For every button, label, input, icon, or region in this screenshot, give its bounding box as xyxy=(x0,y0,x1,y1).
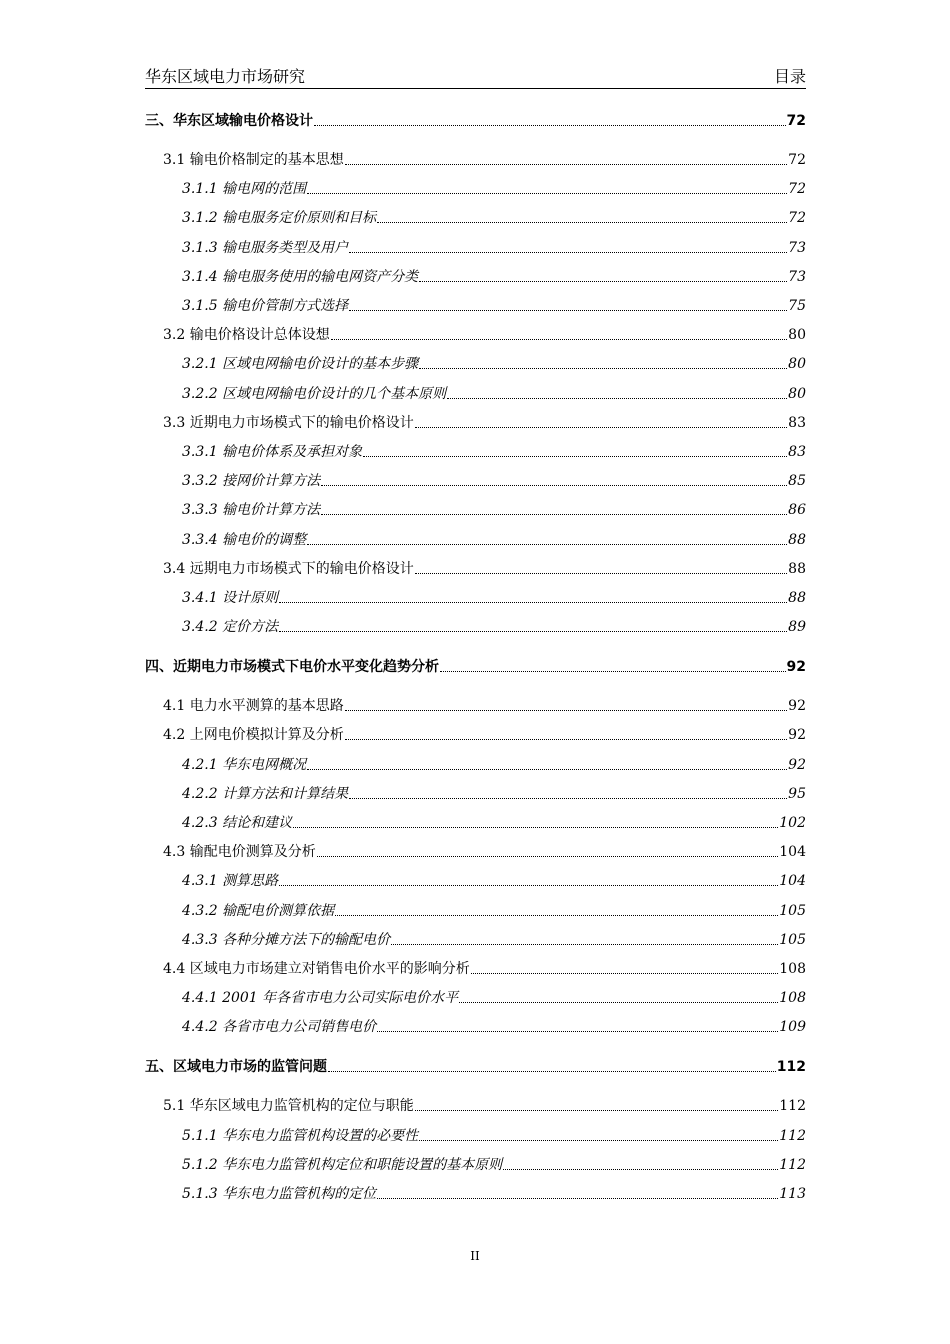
toc-entry[interactable] xyxy=(145,326,806,344)
dot-leader xyxy=(419,281,787,282)
toc-entry-label: 4.2.3 结论和建议 xyxy=(182,815,293,831)
dot-leader xyxy=(279,885,778,886)
document-title: 华东区域电力市场研究 xyxy=(145,67,306,86)
toc-entry[interactable] xyxy=(145,989,806,1007)
toc-entry[interactable] xyxy=(145,268,806,286)
dot-leader xyxy=(471,973,779,974)
dot-leader xyxy=(377,1198,778,1199)
toc-entry-page: 105 xyxy=(779,931,806,948)
dot-leader xyxy=(345,739,787,740)
toc-entry-page: 113 xyxy=(779,1186,806,1202)
dot-leader xyxy=(349,310,787,311)
toc-entry[interactable] xyxy=(145,960,806,978)
toc-entry[interactable] xyxy=(145,414,806,432)
toc-entry-page: 72 xyxy=(788,152,806,168)
toc-entry-label: 3.1.1 输电网的范围 xyxy=(182,181,307,198)
dot-leader xyxy=(415,573,787,574)
toc-entry-label: 3.4 远期电力市场模式下的输电价格设计 xyxy=(163,560,414,577)
toc-entry-label: 4.2 上网电价模拟计算及分析 xyxy=(163,727,344,744)
toc-entry-page: 92 xyxy=(788,727,806,744)
toc-entry[interactable] xyxy=(145,931,806,949)
toc-entry[interactable] xyxy=(145,618,806,636)
page-number: II xyxy=(470,1249,480,1263)
toc-entry-label: 4.3.2 输配电价测算依据 xyxy=(182,902,335,919)
toc-entry[interactable] xyxy=(145,726,806,744)
toc-entry-page: 112 xyxy=(779,1127,806,1144)
toc-entry[interactable] xyxy=(145,560,806,578)
toc-entry-page: 80 xyxy=(788,385,806,402)
toc-entry-label: 4.2.1 华东电网概况 xyxy=(182,756,307,773)
toc-entry[interactable] xyxy=(145,843,806,861)
toc-entry-label: 3.2.1 区域电网输电价设计的基本步骤 xyxy=(182,356,419,373)
toc-entry-label: 3.1 输电价格制定的基本思想 xyxy=(163,152,344,168)
toc-entry-label: 三、华东区域输电价格设计 xyxy=(145,113,313,129)
toc-entry-label: 3.2.2 区域电网输电价设计的几个基本原则 xyxy=(182,385,447,402)
toc-entry-label: 4.3 输配电价测算及分析 xyxy=(163,844,316,861)
dot-leader xyxy=(317,856,779,857)
toc-entry-label: 4.4.1 2001 年各省市电力公司实际电价水平 xyxy=(182,990,459,1007)
dot-leader xyxy=(459,1002,778,1003)
toc-entry[interactable] xyxy=(145,501,806,519)
toc-entry[interactable] xyxy=(145,355,806,373)
dot-leader xyxy=(503,1169,778,1170)
toc-entry-label: 3.1.4 输电服务使用的输电网资产分类 xyxy=(182,268,419,285)
toc-entry-label: 4.4 区域电力市场建立对销售电价水平的影响分析 xyxy=(163,961,470,977)
toc-entry[interactable] xyxy=(145,180,806,198)
toc-entry-page: 88 xyxy=(788,590,806,606)
dot-leader xyxy=(345,164,787,165)
toc-entry[interactable] xyxy=(145,239,806,257)
toc-entry-page: 73 xyxy=(788,239,806,256)
section-title: 目录 xyxy=(773,67,806,86)
dot-leader xyxy=(279,602,787,603)
dot-leader xyxy=(440,671,786,672)
toc-entry-label: 3.1.3 输电服务类型及用户 xyxy=(182,239,349,256)
toc-entry-label: 5.1.2 华东电力监管机构定位和职能设置的基本原则 xyxy=(182,1156,503,1173)
toc-entry[interactable] xyxy=(145,902,806,920)
toc-entry-page: 104 xyxy=(779,873,806,890)
toc-entry[interactable] xyxy=(145,1097,806,1115)
toc-entry-page: 83 xyxy=(788,414,806,431)
toc-entry[interactable] xyxy=(145,589,806,607)
toc-entry-page: 73 xyxy=(788,268,806,285)
toc-entry-page: 92 xyxy=(788,698,806,715)
toc-entry-page: 112 xyxy=(776,1059,806,1076)
toc-entry[interactable] xyxy=(145,785,806,803)
toc-entry-page: 92 xyxy=(786,659,806,676)
toc-entry-page: 89 xyxy=(788,619,806,636)
toc-entry-page: 95 xyxy=(788,785,806,802)
toc-entry-page: 85 xyxy=(788,473,806,490)
dot-leader xyxy=(419,368,787,369)
dot-leader xyxy=(377,1031,778,1032)
toc-entry-page: 72 xyxy=(786,113,806,129)
toc-entry[interactable] xyxy=(145,472,806,490)
toc-entry-page: 104 xyxy=(779,844,806,861)
toc-entry-page: 108 xyxy=(779,961,806,977)
toc-entry-label: 4.3.1 测算思路 xyxy=(182,873,279,890)
toc-entry-label: 3.1.5 输电价管制方式选择 xyxy=(182,298,349,314)
dot-leader xyxy=(419,1140,778,1141)
toc-entry-page: 92 xyxy=(788,756,806,773)
dot-leader xyxy=(377,222,787,223)
toc-entry-page: 72 xyxy=(788,181,806,198)
toc-entry[interactable] xyxy=(145,1127,806,1145)
dot-leader xyxy=(307,544,787,545)
dot-leader xyxy=(415,1110,779,1111)
toc-entry[interactable] xyxy=(145,697,806,715)
toc-entry-label: 3.3.1 输电价体系及承担对象 xyxy=(182,444,363,460)
dot-leader xyxy=(279,631,787,632)
dot-leader xyxy=(391,944,778,945)
toc-entry[interactable] xyxy=(145,531,806,549)
toc-entry[interactable] xyxy=(145,1018,806,1036)
toc-entry-page: 112 xyxy=(779,1156,806,1173)
dot-leader xyxy=(321,514,787,515)
dot-leader xyxy=(321,485,787,486)
dot-leader xyxy=(331,339,787,340)
toc-entry-page: 108 xyxy=(779,990,806,1007)
toc-entry-label: 3.1.2 输电服务定价原则和目标 xyxy=(182,210,377,227)
toc-entry-label: 4.2.2 计算方法和计算结果 xyxy=(182,785,349,802)
dot-leader xyxy=(349,798,787,799)
dot-leader xyxy=(314,125,786,126)
toc-entry[interactable] xyxy=(145,297,806,315)
toc-entry[interactable] xyxy=(145,1185,806,1203)
toc-entry-page: 86 xyxy=(788,502,806,519)
toc-entry[interactable] xyxy=(145,443,806,461)
dot-leader xyxy=(345,710,787,711)
toc-entry-page: 102 xyxy=(779,815,806,831)
dot-leader xyxy=(335,915,778,916)
toc-entry-label: 3.2 输电价格设计总体设想 xyxy=(163,327,330,344)
toc-entry-label: 4.1 电力水平测算的基本思路 xyxy=(163,698,344,715)
toc-entry[interactable] xyxy=(145,756,806,774)
toc-entry-page: 88 xyxy=(788,560,806,577)
toc-entry[interactable] xyxy=(145,658,806,676)
dot-leader xyxy=(307,769,787,770)
dot-leader xyxy=(363,456,787,457)
toc-entry[interactable] xyxy=(145,151,806,169)
toc-entry-page: 105 xyxy=(779,902,806,919)
toc-entry-label: 5.1 华东区域电力监管机构的定位与职能 xyxy=(163,1098,414,1115)
toc-entry-label: 5.1.1 华东电力监管机构设置的必要性 xyxy=(182,1127,419,1144)
dot-leader xyxy=(349,252,787,253)
dot-leader xyxy=(307,193,787,194)
dot-leader xyxy=(328,1071,776,1072)
toc-entry-label: 五、区域电力市场的监管问题 xyxy=(145,1059,327,1076)
toc-entry-page: 80 xyxy=(788,327,806,344)
toc-entry-page: 88 xyxy=(788,531,806,548)
dot-leader xyxy=(447,398,787,399)
toc-entry[interactable] xyxy=(145,1058,806,1076)
toc-entry-label: 3.4.1 设计原则 xyxy=(182,590,279,606)
toc-entry-label: 3.3 近期电力市场模式下的输电价格设计 xyxy=(163,414,414,431)
toc-entry-label: 4.3.3 各种分摊方法下的输配电价 xyxy=(182,931,391,948)
toc-entry-page: 75 xyxy=(788,298,806,314)
toc-entry-label: 4.4.2 各省市电力公司销售电价 xyxy=(182,1019,377,1036)
toc-entry-page: 80 xyxy=(788,356,806,373)
toc-entry-label: 3.3.3 输电价计算方法 xyxy=(182,502,321,519)
toc-entry[interactable] xyxy=(145,385,806,403)
dot-leader xyxy=(415,427,787,428)
toc-entry-label: 四、近期电力市场模式下电价水平变化趋势分析 xyxy=(145,659,439,676)
dot-leader xyxy=(293,827,778,828)
toc-entry-page: 109 xyxy=(779,1019,806,1036)
toc-entry-label: 3.4.2 定价方法 xyxy=(182,619,279,636)
toc-entry-label: 3.3.2 接网价计算方法 xyxy=(182,473,321,490)
toc-entry[interactable] xyxy=(145,814,806,832)
toc-entry[interactable] xyxy=(145,872,806,890)
toc-entry-page: 112 xyxy=(779,1098,806,1115)
toc-entry[interactable] xyxy=(145,1156,806,1174)
toc-entry[interactable] xyxy=(145,209,806,227)
toc-entry-page: 72 xyxy=(788,210,806,227)
toc-entry-label: 3.3.4 输电价的调整 xyxy=(182,531,307,548)
toc-entry[interactable] xyxy=(145,112,806,130)
page-header xyxy=(145,66,806,89)
toc-entry-page: 83 xyxy=(788,444,806,460)
toc-entry-label: 5.1.3 华东电力监管机构的定位 xyxy=(182,1186,377,1202)
